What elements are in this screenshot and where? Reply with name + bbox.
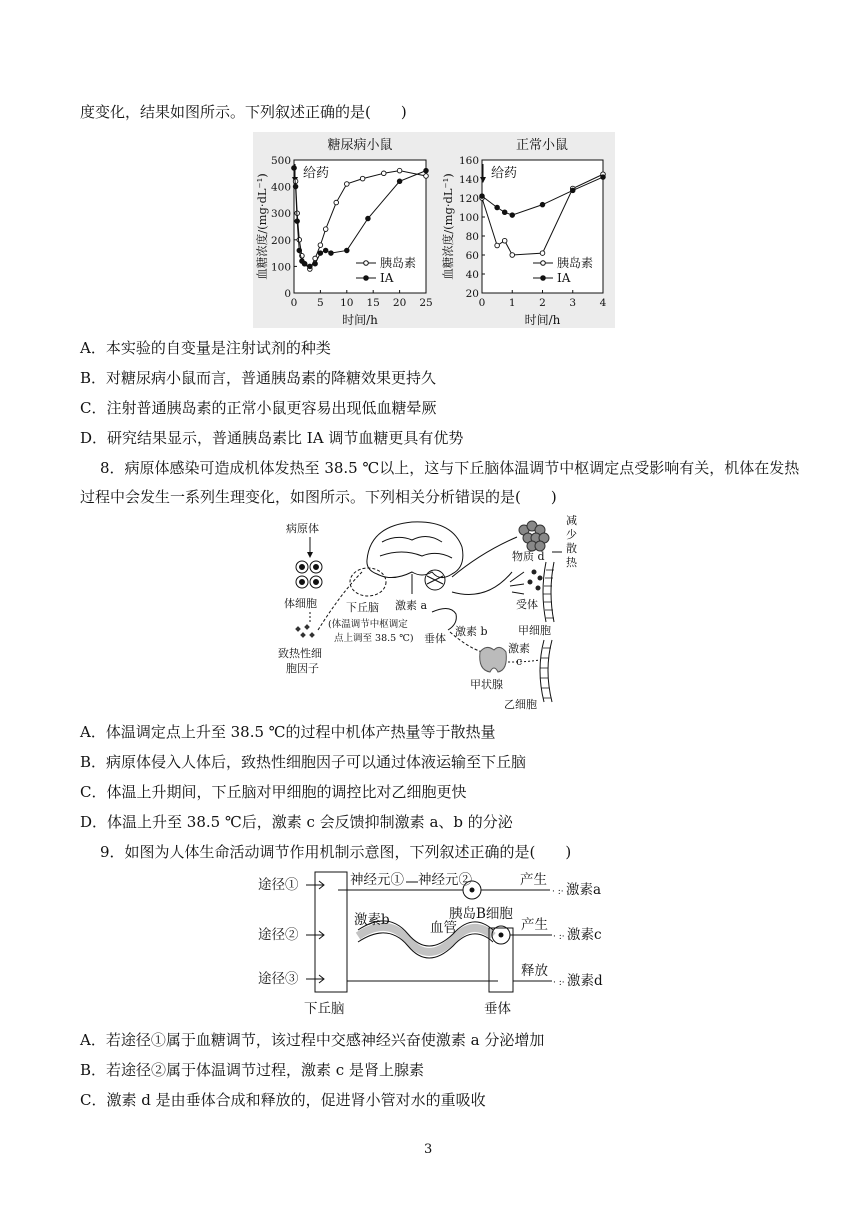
reduce-2: 少 (566, 528, 577, 541)
cell-jia-membrane (543, 562, 554, 622)
data-point-0 (381, 171, 386, 176)
data-point-1 (424, 168, 429, 173)
thyroid-icon (480, 647, 507, 672)
path1-label: 途径① (258, 877, 299, 893)
y-tick-label: 200 (270, 234, 291, 247)
q7-option-a: A．本实验的自变量是注射试剂的种类 (80, 339, 331, 357)
question-7-stem-tail: 度变化，结果如图所示。下列叙述正确的是( ) (80, 103, 407, 121)
produce1-label: 产生 (520, 872, 547, 888)
hormone-a-label: 激素a (566, 882, 602, 898)
hormone-d-label: 激素d (567, 973, 603, 989)
regulation-mechanism-diagram (258, 868, 618, 1020)
hormone-c-label: 激素c (567, 927, 602, 943)
x-tick-label: 1 (508, 297, 516, 309)
legend-marker-0 (541, 261, 546, 266)
hormone-a-label: 激素 a (395, 599, 428, 612)
y-tick-label: 120 (458, 193, 479, 205)
hormone-c-label-2: c (516, 655, 523, 668)
chart-title: 正常小鼠 (515, 138, 569, 153)
legend-label-0: 胰岛素 (380, 256, 417, 270)
data-point-1 (292, 166, 297, 171)
setpoint-note-2: 点上调至 38.5 ℃) (334, 633, 414, 644)
page-number: 3 (424, 1142, 433, 1157)
data-point-1 (293, 184, 298, 189)
x-tick-label: 25 (419, 297, 433, 309)
data-point-1 (318, 251, 323, 256)
cell-jia-label: 甲细胞 (518, 624, 551, 637)
data-point-1 (308, 264, 313, 269)
chart-normal-mice (441, 137, 607, 327)
pyrogen-label-2: 胞因子 (286, 662, 319, 675)
q9-stem: 9．如图为人体生命活动调节作用机制示意图，下列叙述正确的是( ) (100, 843, 572, 861)
setpoint-note-1: (体温调节中枢调定 (328, 619, 408, 630)
islet-b-cell-label: 胰岛B细胞 (449, 906, 513, 922)
y-tick-label: 20 (465, 288, 479, 300)
data-point-1 (297, 248, 302, 253)
data-point-0 (297, 238, 302, 243)
pituitary-shape (432, 608, 456, 630)
data-point-0 (510, 253, 515, 258)
neuron2-label: 神经元② (418, 872, 472, 888)
neuron1-label: 神经元① (350, 872, 404, 888)
x-tick-label: 2 (539, 297, 546, 309)
y-tick-label: 140 (458, 174, 479, 186)
path2-label: 途径② (258, 927, 299, 943)
q7-option-d: D．研究结果显示，普通胰岛素比 IA 调节血糖更具有优势 (80, 429, 464, 447)
blood-vessel (358, 927, 493, 952)
data-point-0 (540, 251, 545, 256)
chart-title: 糖尿病小鼠 (327, 138, 393, 153)
data-point-1 (366, 216, 371, 221)
y-tick-label: 160 (458, 155, 479, 167)
data-point-0 (345, 182, 350, 187)
q8-option-d: D．体温上升至 38.5 ℃后，激素 c 会反馈抑制激素 a、b 的分泌 (80, 813, 513, 831)
data-point-1 (480, 194, 485, 199)
substance-d-label: 物质 d (512, 550, 545, 563)
data-point-0 (495, 243, 500, 248)
vessel-label: 血管 (430, 920, 457, 936)
fever-diagram-svg (272, 512, 602, 712)
hormone-c-label-1: 激素 (508, 642, 530, 655)
release-label: 释放 (521, 963, 548, 979)
pituitary-label: 垂体 (424, 632, 446, 645)
thyroid-label: 甲状腺 (470, 678, 503, 691)
reduce-3: 散 (566, 542, 577, 555)
hormone-dots-a: · :· (552, 887, 564, 897)
pyrogen-label-1: 致热性细 (278, 647, 322, 660)
x-tick-label: 4 (599, 297, 607, 309)
q7-option-b: B．对糖尿病小鼠而言，普通胰岛素的降糖效果更持久 (80, 369, 437, 387)
y-tick-label: 100 (270, 261, 291, 274)
q7-option-c: C．注射普通胰岛素的正常小鼠更容易出现低血糖晕厥 (80, 399, 437, 417)
receptor-label: 受体 (516, 598, 538, 611)
data-point-1 (502, 210, 507, 215)
x-axis-label: 时间/h (342, 313, 378, 327)
y-tick-label: 80 (465, 231, 479, 243)
data-point-1 (313, 261, 318, 266)
arrow-hormone-c (508, 660, 540, 662)
y-tick-label: 60 (465, 250, 479, 262)
x-tick-label: 5 (317, 297, 324, 309)
dosing-annotation: 给药 (491, 166, 518, 181)
body-cell-label: 体细胞 (284, 597, 317, 610)
legend-marker-0 (364, 261, 369, 266)
cell-yi-label: 乙细胞 (504, 698, 537, 711)
legend-marker-1 (364, 276, 369, 281)
data-point-0 (318, 243, 323, 248)
x-tick-label: 20 (392, 297, 407, 309)
data-point-1 (329, 251, 334, 256)
dosing-annotation: 给药 (303, 166, 330, 181)
q8-stem-line1: 8．病原体感染可造成机体发热至 38.5 ℃以上，这与下丘脑体温调节中枢调定点受影响有关，机体在发热 (100, 459, 800, 477)
y-axis-label: 血糖浓度/(mg·dL⁻¹) (255, 173, 269, 280)
q9-option-c: C．激素 d 是由垂体合成和释放的，促进肾小管对水的重吸收 (80, 1091, 486, 1109)
blood-glucose-charts (253, 132, 615, 328)
data-point-0 (360, 176, 365, 181)
q8-option-b: B．病原体侵入人体后，致热性细胞因子可以通过体液运输至下丘脑 (80, 753, 527, 771)
hypothalamus-circle (350, 568, 386, 596)
substance-d-dots (528, 570, 543, 591)
legend-marker-1 (541, 276, 546, 281)
y-axis-label: 血糖浓度/(mg·dL⁻¹) (441, 173, 455, 280)
x-tick-label: 3 (569, 297, 577, 309)
data-point-1 (345, 248, 350, 253)
reduce-1: 减 (566, 514, 577, 527)
produce2-label: 产生 (521, 917, 548, 933)
q9-option-a: A．若途径①属于血糖调节，该过程中交感神经兴奋使激素 a 分泌增加 (80, 1031, 545, 1049)
arrow-to-gland (452, 537, 517, 577)
charts-svg (253, 132, 615, 328)
brain-icon (367, 522, 463, 594)
data-point-1 (570, 188, 575, 193)
x-tick-label: 0 (290, 297, 298, 309)
q8-option-a: A．体温调定点上升至 38.5 ℃的过程中机体产热量等于散热量 (80, 723, 496, 741)
q8-stem-line2: 过程中会发生一系列生理变化，如图所示。下列相关分析错误的是( ) (80, 488, 557, 506)
data-point-1 (302, 261, 307, 266)
data-point-1 (295, 219, 300, 224)
pathogen-label: 病原体 (286, 522, 319, 535)
hormone-dots-d: · :· (553, 978, 565, 988)
nerve-path (452, 572, 512, 595)
pyrogen-icon (295, 624, 315, 638)
reduce-4: 热 (566, 556, 577, 569)
y-tick-label: 100 (458, 212, 479, 224)
arrowhead (307, 552, 313, 558)
data-point-1 (495, 205, 500, 210)
legend-label-0: 胰岛素 (557, 256, 594, 270)
body-cells-icon (296, 561, 322, 588)
x-axis-label: 时间/h (524, 313, 561, 327)
islet-cell-2-nucleus (499, 933, 504, 938)
hormone-b-label: 激素b (354, 912, 390, 928)
y-tick-label: 500 (270, 155, 291, 167)
data-point-1 (601, 175, 606, 180)
fever-regulation-diagram (272, 512, 602, 712)
nerve-ending (510, 572, 524, 594)
data-point-1 (397, 179, 402, 184)
data-point-0 (323, 227, 328, 232)
data-point-1 (540, 202, 545, 207)
hypothalamus-label: 下丘脑 (304, 1001, 345, 1017)
x-tick-label: 10 (340, 297, 354, 309)
mechanism-svg (258, 868, 618, 1020)
q9-option-b: B．若途径②属于体温调节过程，激素 c 是肾上腺素 (80, 1061, 424, 1079)
pituitary-label: 垂体 (484, 1001, 511, 1017)
data-point-0 (424, 174, 429, 179)
legend-label-1: IA (557, 271, 571, 285)
x-tick-label: 0 (478, 297, 486, 309)
q8-option-c: C．体温上升期间，下丘脑对甲细胞的调控比对乙细胞更快 (80, 783, 467, 801)
hypothalamus-label: 下丘脑 (346, 601, 379, 614)
data-point-1 (323, 248, 328, 253)
y-tick-label: 0 (284, 288, 291, 300)
chart-diabetic-mice (255, 137, 433, 327)
hormone-b-label: 激素 b (455, 625, 488, 638)
islet-cell-1-nucleus (470, 888, 475, 893)
x-tick-label: 15 (366, 297, 380, 309)
data-point-1 (510, 213, 515, 218)
data-point-0 (397, 168, 402, 173)
y-tick-label: 400 (270, 181, 291, 194)
hormone-dots-c: · :· (553, 932, 565, 942)
y-tick-label: 40 (465, 269, 479, 281)
data-point-0 (502, 238, 507, 243)
legend-label-1: IA (380, 271, 394, 285)
y-tick-label: 300 (270, 208, 291, 221)
data-point-0 (334, 200, 339, 205)
gland-cluster-icon (519, 521, 549, 551)
path3-label: 途径③ (258, 971, 299, 987)
cell-yi-membrane (540, 640, 552, 702)
